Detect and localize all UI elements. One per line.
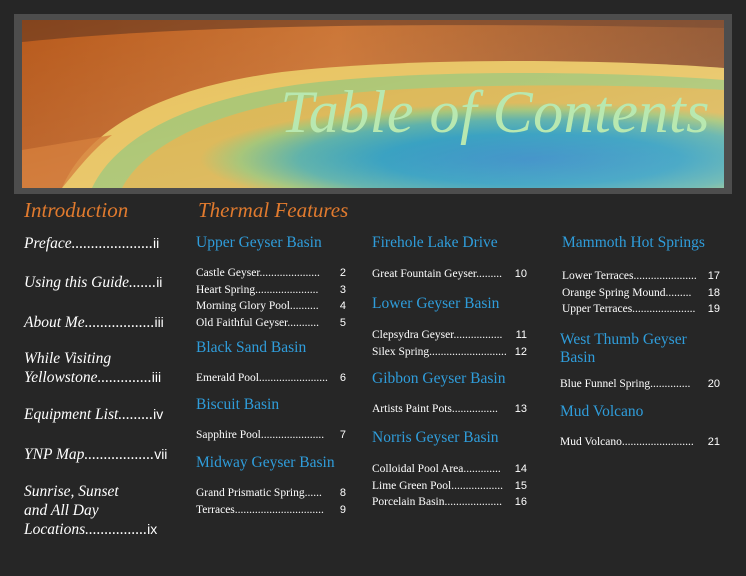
intro-item-ynp-map[interactable]: YNP Map..................vii (24, 446, 168, 463)
page-number: ii (156, 274, 163, 290)
page-number: iv (153, 406, 164, 422)
toc-entry[interactable]: Castle Geyser..................... 2 (196, 267, 346, 279)
section-black-sand-basin[interactable]: Black Sand Basin (196, 339, 307, 356)
entries-biscuit-basin (196, 427, 346, 444)
section-norris-geyser-basin[interactable]: Norris Geyser Basin (372, 429, 499, 446)
toc-entry[interactable]: Colloidal Pool Area............. 14 (372, 463, 527, 475)
toc-entry[interactable]: Sapphire Pool...................... 7 (196, 429, 346, 441)
page-number: ii (153, 235, 160, 251)
intro-item-equipment-list[interactable]: Equipment List.........iv (24, 406, 164, 423)
intro-item-about-me[interactable]: About Me..................iii (24, 314, 164, 331)
intro-item-while-visiting[interactable]: While Visiting Yellowstone..............iii (24, 350, 162, 386)
entries-black-sand-basin (196, 370, 346, 387)
entries-firehole-lake-drive (372, 266, 527, 283)
toc-entry[interactable]: Blue Funnel Spring.............. 20 (560, 378, 720, 390)
toc-entry[interactable]: Morning Glory Pool.......... 4 (196, 300, 346, 312)
introduction-heading: Introduction (24, 198, 129, 222)
section-biscuit-basin[interactable]: Biscuit Basin (196, 396, 280, 413)
toc-entry[interactable]: Grand Prismatic Spring...... 8 (196, 487, 346, 499)
entries-norris-geyser-basin (372, 461, 527, 511)
intro-item-preface[interactable]: Preface.....................ii (24, 235, 160, 252)
entries-midway-geyser-basin (196, 485, 346, 518)
section-west-thumb-geyser-basin[interactable]: West Thumb Geyser Basin (560, 331, 687, 366)
page-number: ix (147, 521, 158, 537)
section-lower-geyser-basin[interactable]: Lower Geyser Basin (372, 295, 500, 312)
entries-upper-geyser-basin (196, 265, 346, 331)
section-firehole-lake-drive[interactable]: Firehole Lake Drive (372, 234, 498, 251)
toc-entry[interactable]: Porcelain Basin.................... 16 (372, 496, 527, 508)
toc-entry[interactable]: Mud Volcano......................... 21 (560, 436, 720, 448)
intro-item-using-guide[interactable]: Using this Guide.......ii (24, 274, 163, 291)
section-gibbon-geyser-basin[interactable]: Gibbon Geyser Basin (372, 370, 506, 387)
toc-entry[interactable]: Lower Terraces...................... 17 (562, 270, 720, 282)
section-mammoth-hot-springs[interactable]: Mammoth Hot Springs (562, 234, 705, 251)
thermal-features-heading: Thermal Features (198, 198, 349, 222)
banner-frame (14, 14, 732, 194)
toc-entry[interactable]: Terraces............................... 9 (196, 503, 346, 516)
toc-entry[interactable]: Heart Spring...................... 3 (196, 283, 346, 296)
entries-lower-geyser-basin (372, 327, 527, 360)
toc-entry[interactable]: Orange Spring Mound......... 18 (562, 286, 720, 299)
page-number: vii (154, 446, 168, 462)
intro-item-sunrise-sunset[interactable]: Sunrise, Sunset and All Day Locations................ix (24, 483, 158, 538)
page-number: iii (151, 369, 162, 385)
toc-entry[interactable]: Old Faithful Geyser........... 5 (196, 316, 346, 329)
toc-entry[interactable]: Great Fountain Geyser......... 10 (372, 268, 527, 280)
entries-west-thumb-geyser-basin (560, 376, 720, 393)
section-upper-geyser-basin[interactable]: Upper Geyser Basin (196, 234, 322, 251)
section-mud-volcano[interactable]: Mud Volcano (560, 403, 644, 420)
toc-entry[interactable]: Lime Green Pool.................. 15 (372, 479, 527, 492)
entries-gibbon-geyser-basin (372, 401, 527, 418)
toc-entry[interactable]: Emerald Pool........................ 6 (196, 372, 346, 384)
toc-entry[interactable]: Clepsydra Geyser................. 11 (372, 329, 527, 341)
section-midway-geyser-basin[interactable]: Midway Geyser Basin (196, 454, 335, 471)
toc-entry[interactable]: Upper Terraces...................... 19 (562, 303, 720, 315)
entries-mammoth-hot-springs (562, 268, 720, 318)
page-title: Table of Contents (280, 79, 710, 145)
entries-mud-volcano (560, 434, 720, 451)
toc-entry[interactable]: Artists Paint Pots................ 13 (372, 403, 527, 415)
page-number: iii (154, 314, 164, 330)
toc-entry[interactable]: Silex Spring........................... 12 (372, 345, 527, 358)
